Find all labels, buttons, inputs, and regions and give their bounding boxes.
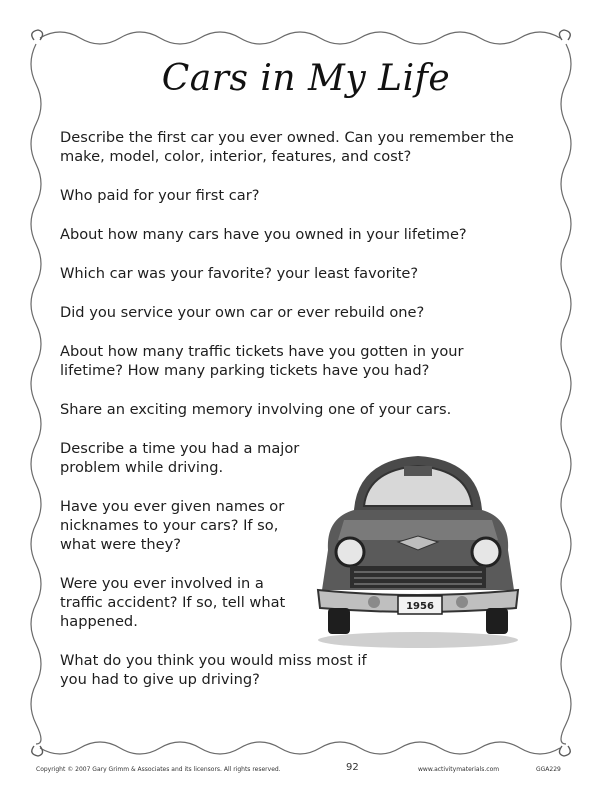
question-traffic-tickets: About how many traffic tickets have you gotten in your lifetime? How many parking tickets have you had?: [60, 343, 464, 379]
question-traffic-accident: Were you ever involved in a traffic accident? If so, tell what happened.: [60, 575, 286, 630]
website-url: www.activitymaterials.com: [418, 766, 500, 773]
vintage-car-illustration: [314, 440, 522, 652]
question-service-car: Did you service your own car or ever rebuild one?: [60, 304, 425, 321]
question-give-up-driving: What do you think you would miss most if you had to give up driving?: [60, 652, 367, 688]
copyright-notice: Copyright © 2007 Gary Grimm & Associates and its licensors. All rights reserved.: [36, 766, 281, 773]
question-how-many-cars: About how many cars have you owned in your lifetime?: [60, 226, 467, 243]
question-first-car: Describe the first car you ever owned. Can you remember the make, model, color, interior, features, and cost?: [60, 129, 514, 165]
question-car-nicknames: Have you ever given names or nicknames to your cars? If so, what were they?: [60, 498, 285, 553]
question-exciting-memory: Share an exciting memory involving one of your cars.: [60, 401, 452, 418]
page-title: Cars in My Life: [161, 58, 451, 99]
page-number: 92: [346, 762, 359, 773]
product-code: GGA229: [536, 766, 561, 773]
question-who-paid: Who paid for your first car?: [60, 187, 260, 204]
license-plate-text: 1956: [406, 601, 434, 612]
question-major-problem: Describe a time you had a major problem while driving.: [60, 440, 300, 476]
question-favorite-car: Which car was your favorite? your least favorite?: [60, 265, 419, 282]
